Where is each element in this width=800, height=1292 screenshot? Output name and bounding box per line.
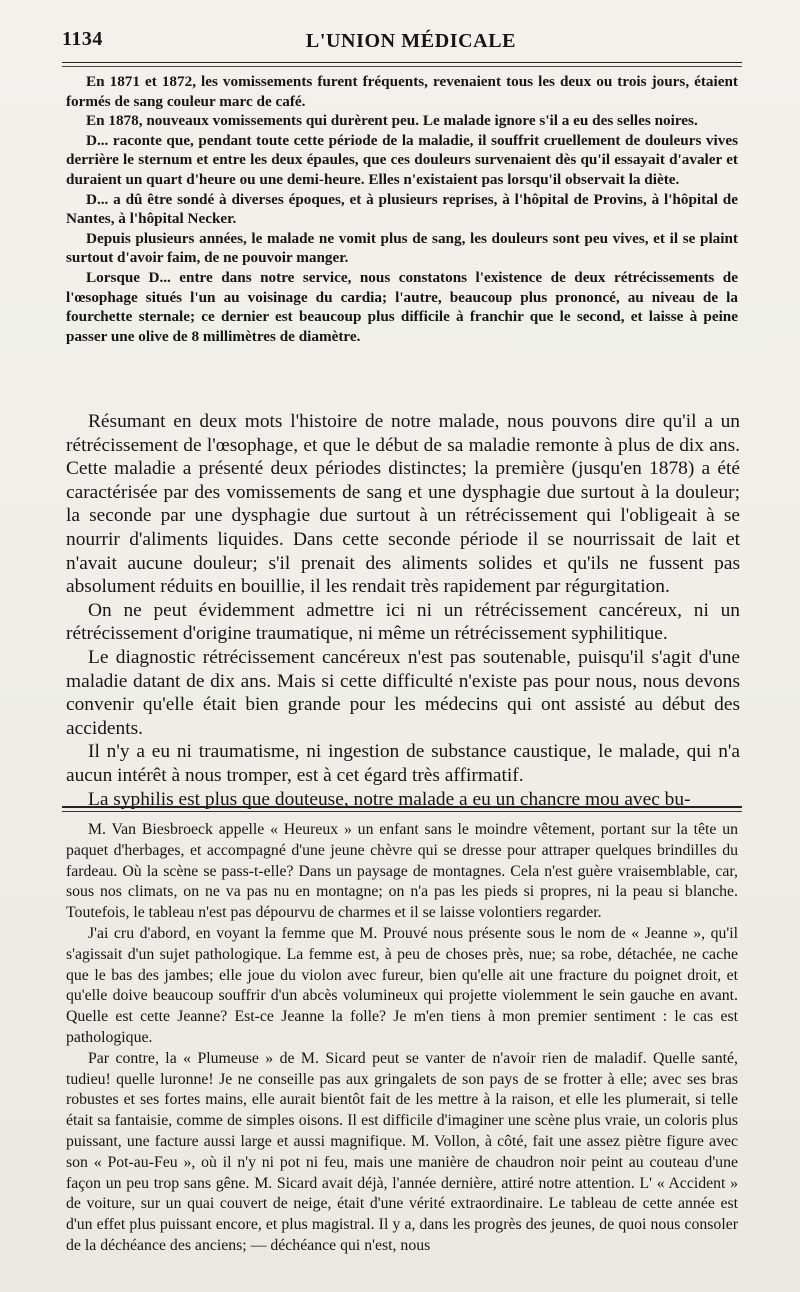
- discussion-paragraph: Il n'y a eu ni traumatisme, ni ingestion de substance caustique, le malade, qui n'a aucun intérêt à nous tromper, est à cet égard très affirmatif.: [66, 741, 740, 786]
- discussion-paragraph: Le diagnostic rétrécissement cancéreux n'est pas soutenable, puisqu'il s'agit d'une maladie datant de dix ans. Mais si cette difficulté n'existe pas pour nous, nous devons convenir qu'elle était bien grande pour les médecins qui ont assisté au début des accidents.: [66, 646, 740, 739]
- header-rule-thin: [62, 66, 742, 67]
- case-note-paragraph: D... raconte que, pendant toute cette période de la maladie, il souffrit cruellement de douleurs vives derrière le sternum et entre les deux épaules, que ces douleurs survenaient dès qu'il essayait d'avaler et duraient un quart d'heure ou une demi-heure. Elles n'existaient pas lorsqu'il observait la diète.: [66, 131, 738, 188]
- case-note-paragraph: Depuis plusieurs années, le malade ne vomit plus de sang, les douleurs sont peu vives, et il se plaint surtout d'avoir faim, de ne pouvoir manger.: [66, 229, 738, 267]
- feuilleton-paragraph: J'ai cru d'abord, en voyant la femme que M. Prouvé nous présente sous le nom de « Jeanne », qu'il s'agissait d'un sujet pathologique. La femme est, à peu de choses près, nue; sa robe, détachée, ne cache que le bas des jambes; elle joue du violon avec fureur, bien qu'elle ait une fracture du poignet droit, et qu'elle doive beaucoup souffrir d'un abcès volumineux qui projette violemment le sein gauche en avant. Quelle est cette Jeanne? Est-ce Jeanne la folle? Je m'en tiens à mon premier sentiment : le cas est pathologique.: [66, 924, 738, 1046]
- discussion-paragraph: On ne peut évidemment admettre ici ni un rétrécissement cancéreux, ni un rétrécissement d'origine traumatique, ni même un rétrécissement syphilitique.: [66, 599, 740, 645]
- case-note-paragraph: D... a dû être sondé à diverses époques, et à plusieurs reprises, à l'hôpital de Provins, à l'hôpital de Nantes, à l'hôpital Necker.: [66, 190, 738, 228]
- feuilleton-paragraph: Par contre, la « Plumeuse » de M. Sicard peut se vanter de n'avoir rien de maladif. Quelle santé, tudieu! quelle luronne! Je ne conseille pas aux gringalets de son pays de se frotter à elle; avec ses bras robustes et ses fortes mains, elle aurait bientôt fait de les mettre à la raison, et elle les plumerait, si telle était sa fantaisie, comme de simples oisons. Il est difficile d'imaginer une scène plus vraie, un coloris plus puissant, une facture aussi large et aussi magnifique. M. Vollon, à côté, fait une assez piètre figure avec son « Pot-au-Feu », où il n'y ni pot ni feu, mais une manière de chaudron noir peint au couteau d'une façon un peu trop sans gêne. M. Sicard avait déjà, l'année dernière, attiré notre attention. L' « Accident » de voiture, sur un quai couvert de neige, était d'une vérité extraordinaire. Le tableau de cette année est d'un effet plus puissant encore, et plus magistral. Il y a, dans les progrès des jeunes, de quoi nous consoler de la déchéance des anciens; — déchéance qui n'est, nous: [66, 1049, 738, 1254]
- feuilleton-rule: [62, 806, 742, 808]
- header-rule: [62, 62, 742, 63]
- case-notes: [66, 72, 738, 346]
- discussion-text: [66, 410, 740, 811]
- case-note-paragraph: En 1871 et 1872, les vomissements furent fréquents, revenaient tous les deux ou trois jours, étaient formés de sang couleur marc de café.: [66, 73, 738, 110]
- running-header: [62, 28, 760, 58]
- feuilleton-paragraph: M. Van Biesbroeck appelle « Heureux » un enfant sans le moindre vêtement, portant sur la tête un paquet d'herbages, et accompagné d'une jeune chèvre qui se dresse pour attraper quelques brindilles du fardeau. Où la scène se pass-t-elle? Dans un paysage de montagnes. Cela n'est guère vraisemblable, car, sous nos climats, on ne va pas nu en montagne; on n'a pas les pieds si propres, ni la peau si blanche. Toutefois, le tableau n'est pas dépourvu de charmes et il se laisse volontiers regarder.: [66, 821, 738, 922]
- feuilleton-text: [66, 820, 738, 1257]
- page-number: 1134: [62, 28, 103, 50]
- feuilleton-rule-thin: [62, 811, 742, 812]
- journal-title: L'UNION MÉDICALE: [305, 30, 517, 52]
- discussion-paragraph: La syphilis est plus que douteuse, notre malade a eu un chancre mou avec bu-: [88, 788, 691, 810]
- case-note-paragraph: Lorsque D... entre dans notre service, nous constatons l'existence de deux rétrécissements de l'œsophage situés l'un au voisinage du cardia; l'autre, beaucoup plus prononcé, au niveau de la fourchette sternale; ce dernier est beaucoup plus difficile à franchir que le second, et laisse à peine passer une olive de 8 millimètres de diamètre.: [66, 268, 738, 345]
- case-note-paragraph: En 1878, nouveaux vomissements qui durèrent peu. Le malade ignore s'il a eu des selles noires.: [86, 112, 698, 130]
- discussion-paragraph: Résumant en deux mots l'histoire de notre malade, nous pouvons dire qu'il a un rétrécissement de l'œsophage, et que le début de sa maladie remonte à plus de dix ans. Cette maladie a présenté deux périodes distinctes; la première (jusqu'en 1878) a été caractérisée par des vomissements de sang et une dysphagie due surtout à la douleur; la seconde par une dysphagie due surtout à un rétrécissement qui l'obligeait à se nourrir d'aliments liquides. Dans cette seconde période il se nourrissait de lait et n'avait aucune douleur; s'il prenait des aliments solides et qu'ils ne fussent pas absolument réduits en bouillie, il les rendait très rapidement par régurgitation.: [66, 411, 740, 598]
